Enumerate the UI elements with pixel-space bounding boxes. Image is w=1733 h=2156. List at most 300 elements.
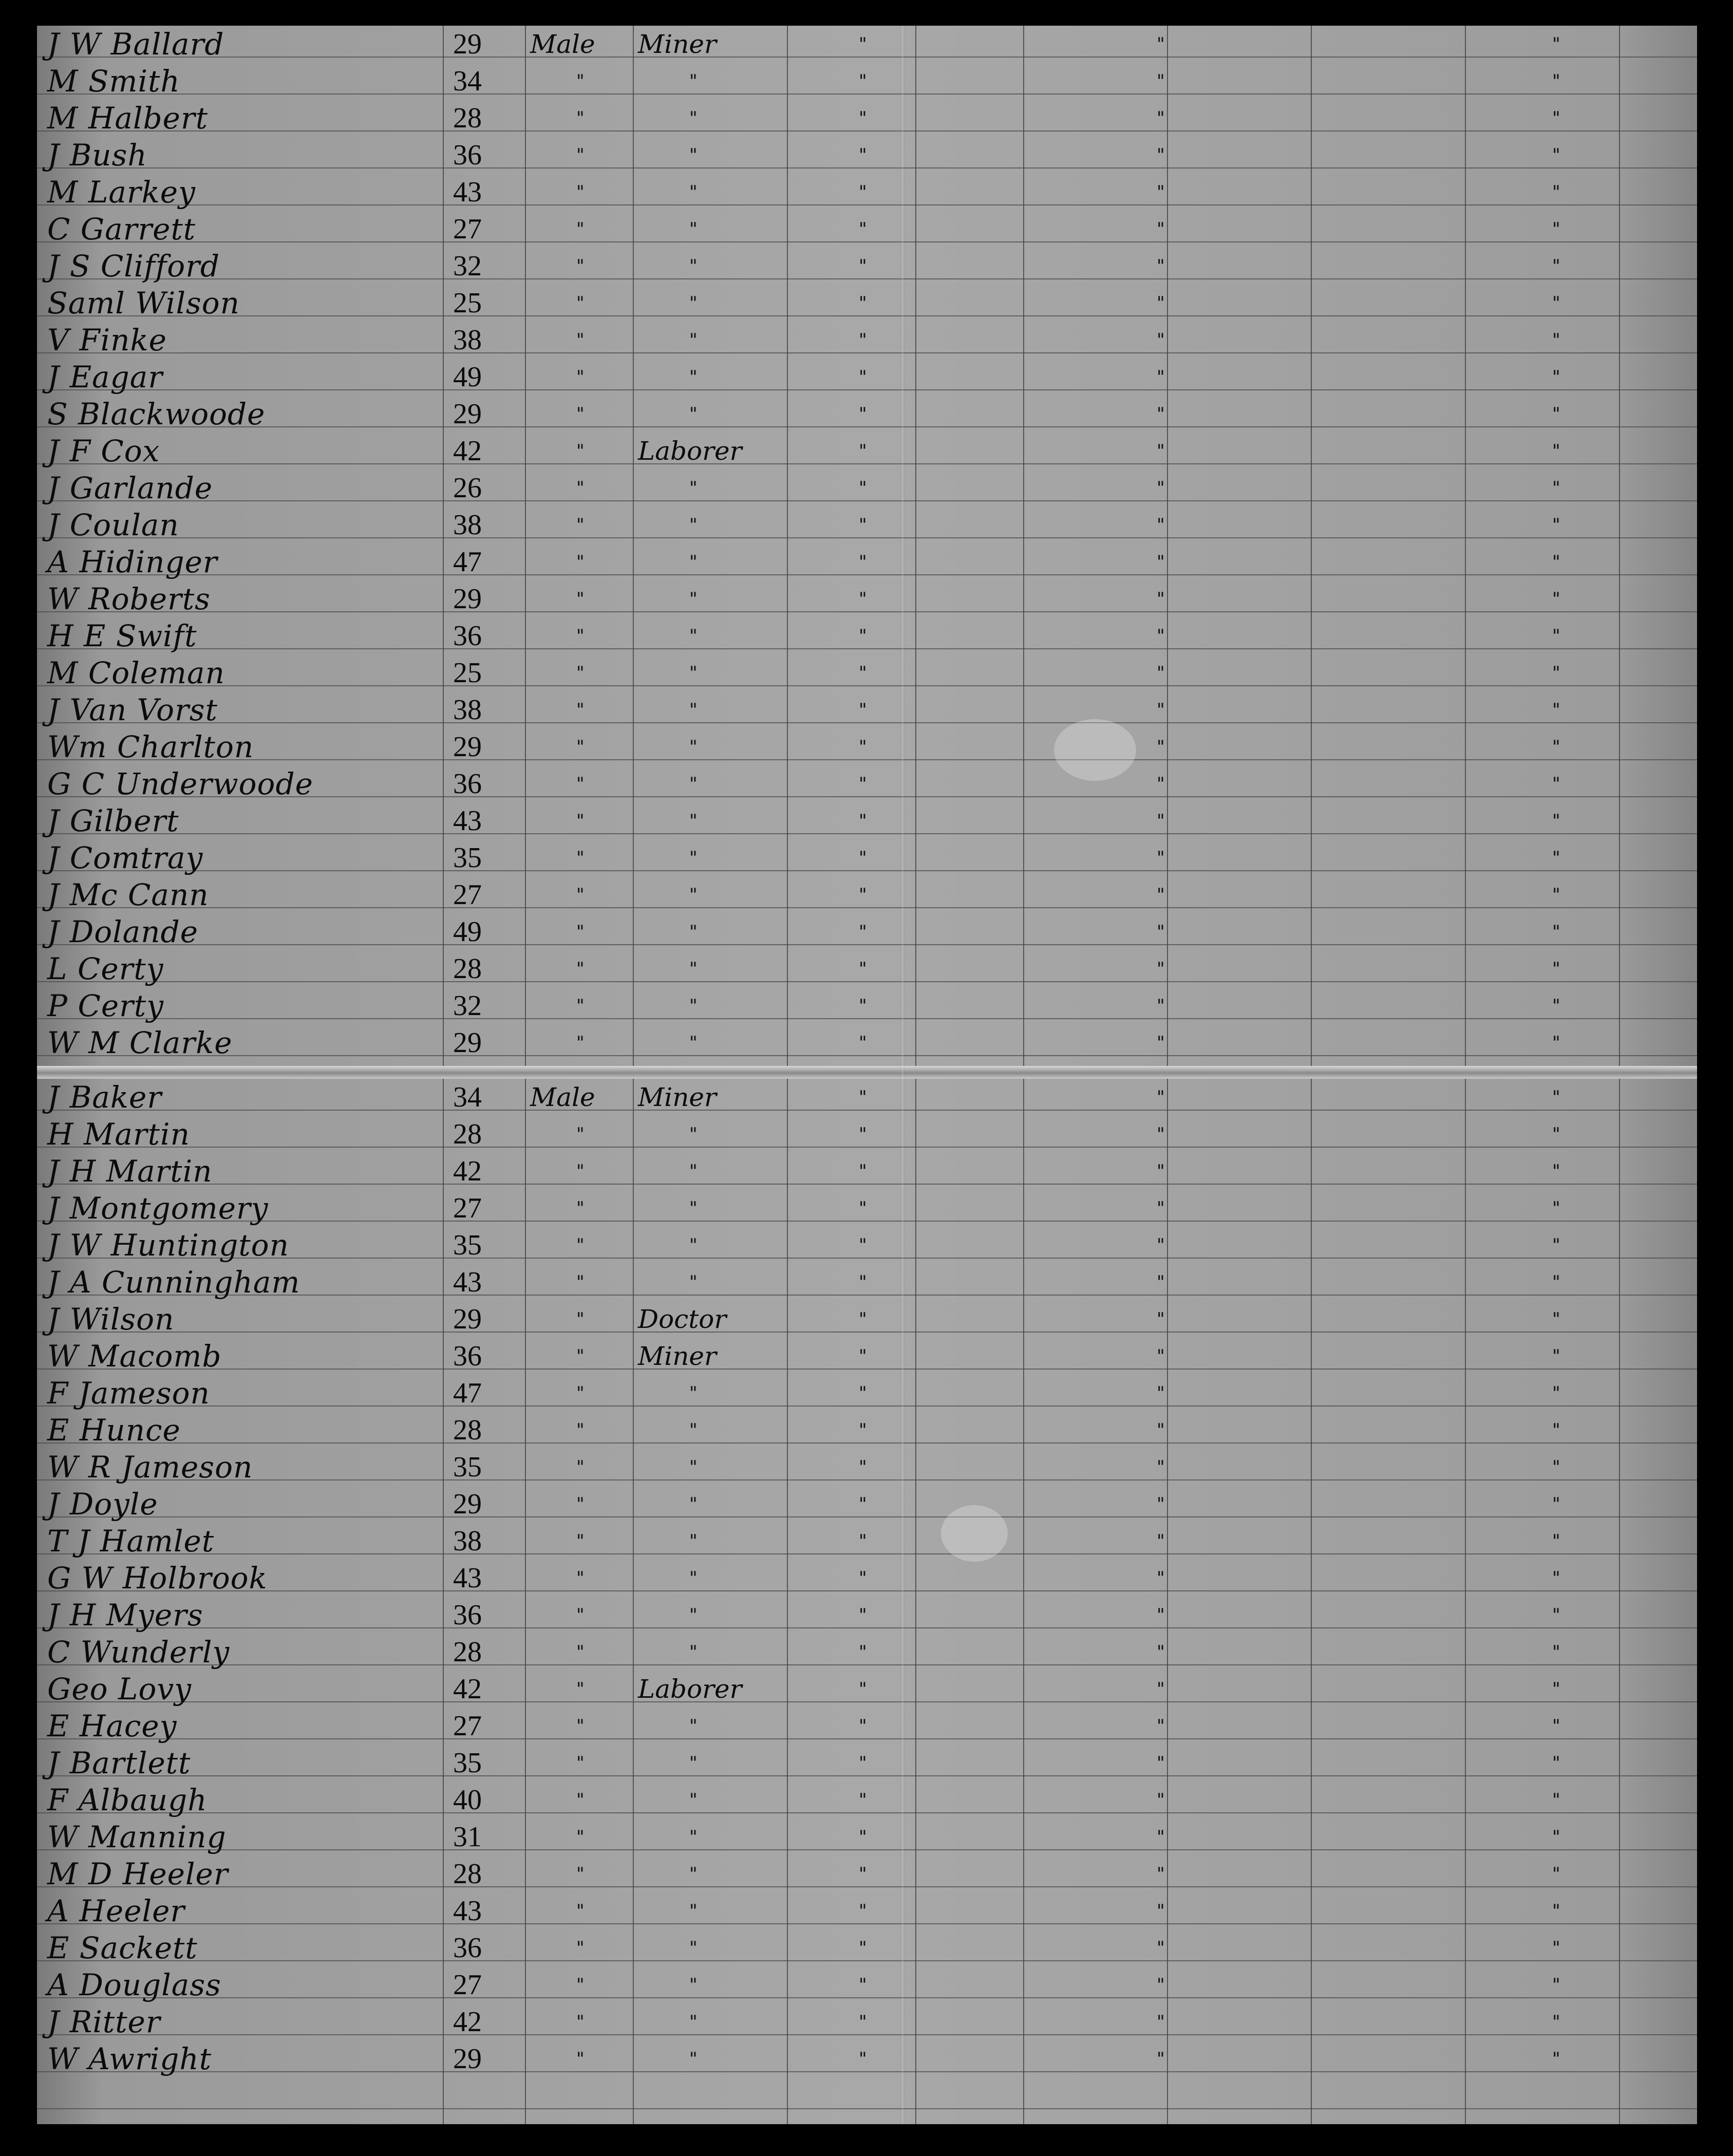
- census-entry: [37, 1966, 1697, 2003]
- person-name: W Awright: [47, 2041, 212, 2076]
- person-sex: ": [576, 996, 585, 1016]
- ditto-mark: ": [1552, 1457, 1560, 1477]
- person-sex: Male: [530, 29, 595, 59]
- person-sex: ": [576, 1124, 585, 1145]
- person-name: M D Heeler: [47, 1857, 229, 1891]
- person-age: 27: [453, 1969, 482, 2001]
- ditto-mark: ": [1552, 182, 1560, 202]
- ditto-mark: ": [859, 1420, 867, 1440]
- person-sex: ": [576, 1901, 585, 1921]
- person-occupation: ": [689, 219, 698, 239]
- person-name: J F Cox: [47, 434, 160, 468]
- person-name: E Hacey: [47, 1709, 177, 1743]
- person-name: J Doyle: [47, 1487, 158, 1522]
- person-sex: ": [576, 71, 585, 91]
- ditto-mark: ": [1552, 1531, 1560, 1551]
- person-sex: ": [576, 1975, 585, 1995]
- ditto-mark: ": [1157, 626, 1165, 646]
- person-occupation: ": [689, 1124, 698, 1145]
- census-entry: [37, 137, 1697, 174]
- ditto-mark: ": [1157, 182, 1165, 202]
- census-entry: [37, 1634, 1697, 1671]
- person-occupation: ": [689, 478, 698, 498]
- ditto-mark: ": [1157, 478, 1165, 498]
- ditto-mark: ": [1552, 1790, 1560, 1810]
- ditto-mark: ": [859, 182, 867, 202]
- person-name: S Blackwoode: [47, 397, 266, 432]
- ditto-mark: ": [1552, 71, 1560, 91]
- ditto-mark: ": [1552, 626, 1560, 646]
- ditto-mark: ": [1552, 404, 1560, 424]
- person-age: 42: [453, 2006, 482, 2038]
- person-name: A Hidinger: [47, 545, 218, 579]
- ditto-mark: ": [859, 1033, 867, 1053]
- person-age: 47: [453, 1377, 482, 1409]
- ditto-mark: ": [1157, 1753, 1165, 1773]
- ditto-mark: ": [859, 922, 867, 942]
- person-sex: ": [576, 811, 585, 831]
- ditto-mark: ": [1552, 1161, 1560, 1182]
- census-entry: [37, 1449, 1697, 1486]
- ditto-mark: ": [1157, 1568, 1165, 1588]
- person-sex: ": [576, 922, 585, 942]
- person-name: J W Ballard: [47, 27, 224, 62]
- ditto-mark: ": [1552, 1494, 1560, 1514]
- person-name: M Smith: [47, 64, 180, 99]
- person-age: 26: [453, 472, 482, 504]
- person-occupation: ": [689, 1975, 698, 1995]
- person-name: V Finke: [47, 323, 167, 358]
- census-entry: [37, 1486, 1697, 1523]
- ditto-mark: ": [1157, 1309, 1165, 1329]
- person-name: C Garrett: [47, 212, 196, 247]
- ditto-mark: ": [1552, 2012, 1560, 2032]
- ditto-mark: ": [1157, 959, 1165, 979]
- top-page-section: [37, 26, 1697, 1066]
- person-occupation: ": [689, 589, 698, 609]
- ditto-mark: ": [1552, 1938, 1560, 1958]
- ditto-mark: ": [1157, 219, 1165, 239]
- person-sex: ": [576, 1568, 585, 1588]
- census-entry: [37, 913, 1697, 950]
- person-age: 47: [453, 546, 482, 578]
- ditto-mark: ": [1157, 1124, 1165, 1145]
- person-name: G C Underwoode: [47, 766, 313, 801]
- ditto-mark: ": [1157, 774, 1165, 794]
- person-age: 49: [453, 916, 482, 948]
- ditto-mark: ": [859, 219, 867, 239]
- person-age: 38: [453, 509, 482, 541]
- person-age: 36: [453, 1599, 482, 1631]
- person-occupation: ": [689, 1420, 698, 1440]
- person-sex: ": [576, 848, 585, 868]
- ditto-mark: ": [859, 774, 867, 794]
- ditto-mark: ": [1552, 1716, 1560, 1736]
- person-age: 27: [453, 1192, 482, 1224]
- census-entry: [37, 100, 1697, 137]
- person-age: 29: [453, 28, 482, 60]
- ditto-mark: ": [1552, 1605, 1560, 1625]
- ditto-mark: ": [1552, 256, 1560, 276]
- ditto-mark: ": [859, 626, 867, 646]
- ditto-mark: ": [859, 1124, 867, 1145]
- person-age: 38: [453, 1525, 482, 1557]
- person-occupation: ": [689, 1235, 698, 1255]
- person-name: J Coulan: [47, 508, 179, 542]
- ditto-mark: ": [1552, 1087, 1560, 1108]
- ruled-line: [37, 2108, 1697, 2109]
- person-occupation: ": [689, 922, 698, 942]
- person-sex: ": [576, 1346, 585, 1366]
- census-entry: [37, 1412, 1697, 1449]
- person-occupation: ": [689, 1716, 698, 1736]
- ditto-mark: ": [1157, 1975, 1165, 1995]
- ditto-mark: ": [1157, 256, 1165, 276]
- person-sex: ": [576, 1033, 585, 1053]
- ditto-mark: ": [1552, 1901, 1560, 1921]
- person-name: J Baker: [47, 1080, 162, 1115]
- person-occupation: ": [689, 663, 698, 683]
- ditto-mark: ": [859, 478, 867, 498]
- person-occupation: ": [689, 2049, 698, 2069]
- person-sex: ": [576, 1864, 585, 1884]
- person-age: 28: [453, 1858, 482, 1890]
- person-name: G W Holbrook: [47, 1561, 268, 1596]
- census-entry: [37, 802, 1697, 839]
- ditto-mark: ": [1157, 515, 1165, 535]
- ditto-mark: ": [1552, 2049, 1560, 2069]
- person-name: E Sackett: [47, 1930, 198, 1965]
- person-sex: ": [576, 219, 585, 239]
- person-sex: ": [576, 959, 585, 979]
- person-sex: ": [576, 293, 585, 313]
- person-occupation: ": [689, 1457, 698, 1477]
- person-name: J Gilbert: [47, 803, 179, 838]
- census-entry: [37, 359, 1697, 396]
- ditto-mark: ": [1157, 1420, 1165, 1440]
- person-sex: ": [576, 404, 585, 424]
- census-entry: [37, 1264, 1697, 1301]
- ditto-mark: ": [859, 71, 867, 91]
- person-name: J Dolande: [47, 914, 199, 949]
- ditto-mark: ": [859, 1235, 867, 1255]
- ditto-mark: ": [859, 1568, 867, 1588]
- person-name: M Coleman: [47, 655, 225, 690]
- census-entry: [37, 174, 1697, 211]
- ditto-mark: ": [859, 108, 867, 128]
- census-entry: [37, 1024, 1697, 1061]
- person-occupation: ": [689, 1642, 698, 1662]
- person-occupation: Doctor: [638, 1304, 727, 1334]
- person-sex: ": [576, 700, 585, 720]
- person-age: 28: [453, 953, 482, 985]
- ditto-mark: ": [1552, 1272, 1560, 1292]
- person-age: 42: [453, 1155, 482, 1187]
- ditto-mark: ": [859, 737, 867, 757]
- census-entry: [37, 396, 1697, 433]
- census-entry: [37, 728, 1697, 765]
- census-entry: [37, 987, 1697, 1024]
- ditto-mark: ": [1552, 515, 1560, 535]
- person-occupation: ": [689, 1938, 698, 1958]
- person-sex: ": [576, 1716, 585, 1736]
- ditto-mark: ": [1552, 1568, 1560, 1588]
- census-entry: [37, 1929, 1697, 1966]
- census-entry: [37, 1301, 1697, 1338]
- person-age: 43: [453, 1895, 482, 1927]
- ditto-mark: ": [859, 2012, 867, 2032]
- person-name: J Ritter: [47, 2004, 161, 2039]
- ditto-mark: ": [1157, 1494, 1165, 1514]
- person-name: J Eagar: [47, 360, 163, 395]
- person-sex: ": [576, 478, 585, 498]
- person-age: 29: [453, 1027, 482, 1059]
- ditto-mark: ": [1552, 293, 1560, 313]
- person-sex: ": [576, 1235, 585, 1255]
- person-name: T J Hamlet: [47, 1524, 215, 1559]
- ditto-mark: ": [859, 1457, 867, 1477]
- ditto-mark: ": [1552, 1033, 1560, 1053]
- census-entry: [37, 1560, 1697, 1597]
- person-sex: ": [576, 441, 585, 461]
- person-occupation: ": [689, 737, 698, 757]
- census-entry: [37, 63, 1697, 100]
- water-stain: [1054, 719, 1136, 781]
- person-age: 43: [453, 176, 482, 208]
- person-sex: ": [576, 515, 585, 535]
- ditto-mark: ": [1157, 1716, 1165, 1736]
- person-age: 29: [453, 1303, 482, 1335]
- ditto-mark: ": [1157, 404, 1165, 424]
- ditto-mark: ": [1157, 996, 1165, 1016]
- person-sex: ": [576, 1642, 585, 1662]
- person-name: M Halbert: [47, 101, 209, 136]
- person-occupation: ": [689, 256, 698, 276]
- census-entry: [37, 691, 1697, 728]
- person-age: 36: [453, 620, 482, 652]
- ditto-mark: ": [859, 1383, 867, 1403]
- person-occupation: ": [689, 367, 698, 387]
- ditto-mark: ": [1157, 1235, 1165, 1255]
- person-name: A Heeler: [47, 1893, 185, 1928]
- person-name: J Comtray: [47, 840, 203, 875]
- census-entry: [37, 1855, 1697, 1892]
- census-entry: [37, 2040, 1697, 2077]
- ditto-mark: ": [1552, 441, 1560, 461]
- ditto-mark: ": [859, 848, 867, 868]
- ditto-mark: ": [1552, 774, 1560, 794]
- ditto-mark: ": [1157, 367, 1165, 387]
- ditto-mark: ": [1552, 1198, 1560, 1218]
- ditto-mark: ": [1157, 108, 1165, 128]
- census-entry: [37, 433, 1697, 470]
- person-age: 25: [453, 657, 482, 689]
- ditto-mark: ": [859, 404, 867, 424]
- person-age: 27: [453, 213, 482, 245]
- person-name: J Mc Cann: [47, 877, 209, 912]
- ditto-mark: ": [1157, 1457, 1165, 1477]
- person-sex: ": [576, 1790, 585, 1810]
- ditto-mark: ": [1157, 1901, 1165, 1921]
- ditto-mark: ": [859, 1938, 867, 1958]
- person-occupation: ": [689, 1901, 698, 1921]
- census-entry: [37, 1375, 1697, 1412]
- ditto-mark: ": [859, 996, 867, 1016]
- person-sex: ": [576, 182, 585, 202]
- person-sex: ": [576, 1309, 585, 1329]
- ditto-mark: ": [1157, 2012, 1165, 2032]
- census-entry: [37, 1523, 1697, 1560]
- person-occupation: ": [689, 1605, 698, 1625]
- ditto-mark: ": [1157, 1827, 1165, 1847]
- ditto-mark: ": [859, 1975, 867, 1995]
- ditto-mark: ": [1552, 996, 1560, 1016]
- ditto-mark: ": [1157, 2049, 1165, 2069]
- ditto-mark: ": [1157, 71, 1165, 91]
- person-name: W R Jameson: [47, 1450, 253, 1485]
- person-name: J Wilson: [47, 1302, 175, 1337]
- ditto-mark: ": [1157, 1679, 1165, 1699]
- person-age: 38: [453, 324, 482, 356]
- person-occupation: ": [689, 700, 698, 720]
- ditto-mark: ": [1157, 589, 1165, 609]
- ditto-mark: ": [1552, 1864, 1560, 1884]
- water-stain: [941, 1505, 1008, 1562]
- vertical-fold: [900, 26, 905, 2124]
- person-name: J Bush: [47, 138, 147, 173]
- ditto-mark: ": [1157, 1531, 1165, 1551]
- person-occupation: ": [689, 1753, 698, 1773]
- ditto-mark: ": [1552, 885, 1560, 905]
- census-entry: [37, 211, 1697, 248]
- person-age: 36: [453, 1932, 482, 1964]
- census-entry: [37, 1153, 1697, 1190]
- person-name: A Douglass: [47, 1967, 221, 2002]
- person-age: 35: [453, 1451, 482, 1483]
- ditto-mark: ": [859, 330, 867, 350]
- census-entry: [37, 1227, 1697, 1264]
- person-name: Wm Charlton: [47, 729, 254, 764]
- ditto-mark: ": [859, 145, 867, 165]
- person-occupation: ": [689, 1198, 698, 1218]
- census-entry: [37, 285, 1697, 322]
- person-age: 36: [453, 1340, 482, 1372]
- census-entry: [37, 1116, 1697, 1153]
- person-sex: ": [576, 774, 585, 794]
- ditto-mark: ": [1157, 1642, 1165, 1662]
- census-sheet: [37, 26, 1697, 2124]
- ditto-mark: ": [859, 811, 867, 831]
- census-entry: [37, 248, 1697, 285]
- ditto-mark: ": [1157, 1198, 1165, 1218]
- person-sex: ": [576, 2049, 585, 2069]
- person-age: 36: [453, 139, 482, 171]
- person-name: W M Clarke: [47, 1025, 233, 1060]
- ditto-mark: ": [1552, 367, 1560, 387]
- census-entry: [37, 1190, 1697, 1227]
- ditto-mark: ": [1552, 737, 1560, 757]
- ditto-mark: ": [859, 589, 867, 609]
- ditto-mark: ": [1552, 219, 1560, 239]
- person-age: 49: [453, 361, 482, 393]
- person-occupation: ": [689, 1827, 698, 1847]
- person-occupation: ": [689, 182, 698, 202]
- ditto-mark: ": [1157, 737, 1165, 757]
- census-entry: [37, 876, 1697, 913]
- person-occupation: ": [689, 1161, 698, 1182]
- ditto-mark: ": [859, 441, 867, 461]
- ditto-mark: ": [1157, 1864, 1165, 1884]
- person-sex: ": [576, 1938, 585, 1958]
- person-name: C Wunderly: [47, 1635, 230, 1670]
- ditto-mark: ": [1552, 700, 1560, 720]
- person-occupation: ": [689, 848, 698, 868]
- ditto-mark: ": [1552, 1975, 1560, 1995]
- ditto-mark: ": [859, 1309, 867, 1329]
- person-occupation: ": [689, 885, 698, 905]
- person-name: J H Myers: [47, 1598, 203, 1633]
- person-name: E Hunce: [47, 1413, 181, 1448]
- person-age: 27: [453, 879, 482, 911]
- person-age: 35: [453, 842, 482, 874]
- ditto-mark: ": [1157, 1033, 1165, 1053]
- ditto-mark: ": [859, 515, 867, 535]
- ditto-mark: ": [1157, 1346, 1165, 1366]
- person-occupation: ": [689, 71, 698, 91]
- person-name: W Manning: [47, 1820, 227, 1854]
- census-entry: [37, 1338, 1697, 1375]
- ditto-mark: ": [1157, 552, 1165, 572]
- person-occupation: ": [689, 1864, 698, 1884]
- ditto-mark: ": [1157, 848, 1165, 868]
- ditto-mark: ": [1157, 1790, 1165, 1810]
- person-age: 29: [453, 731, 482, 763]
- ditto-mark: ": [859, 663, 867, 683]
- ditto-mark: ": [1552, 1309, 1560, 1329]
- person-sex: ": [576, 737, 585, 757]
- ditto-mark: ": [1552, 330, 1560, 350]
- person-name: H Martin: [47, 1117, 190, 1152]
- ditto-mark: ": [859, 1827, 867, 1847]
- ditto-mark: ": [859, 1087, 867, 1108]
- ditto-mark: ": [1157, 1938, 1165, 1958]
- ditto-mark: ": [1157, 811, 1165, 831]
- person-age: 35: [453, 1229, 482, 1261]
- census-entry: [37, 26, 1697, 63]
- person-sex: ": [576, 1383, 585, 1403]
- person-sex: ": [576, 1531, 585, 1551]
- person-occupation: ": [689, 626, 698, 646]
- person-name: M Larkey: [47, 175, 196, 210]
- ditto-mark: ": [1552, 1235, 1560, 1255]
- ditto-mark: ": [1157, 1161, 1165, 1182]
- ditto-mark: ": [1552, 1679, 1560, 1699]
- ditto-mark: ": [859, 1901, 867, 1921]
- census-entry: [37, 1745, 1697, 1782]
- ditto-mark: ": [1552, 922, 1560, 942]
- ditto-mark: ": [1552, 34, 1560, 54]
- census-entry: [37, 1597, 1697, 1634]
- person-name: P Certy: [47, 988, 164, 1023]
- ditto-mark: ": [1157, 293, 1165, 313]
- ditto-mark: ": [1552, 1753, 1560, 1773]
- person-name: L Certy: [47, 951, 164, 986]
- census-entry: [37, 580, 1697, 617]
- person-age: 29: [453, 583, 482, 615]
- ditto-mark: ": [859, 1346, 867, 1366]
- person-name: J A Cunningham: [47, 1265, 300, 1300]
- person-name: W Roberts: [47, 582, 211, 616]
